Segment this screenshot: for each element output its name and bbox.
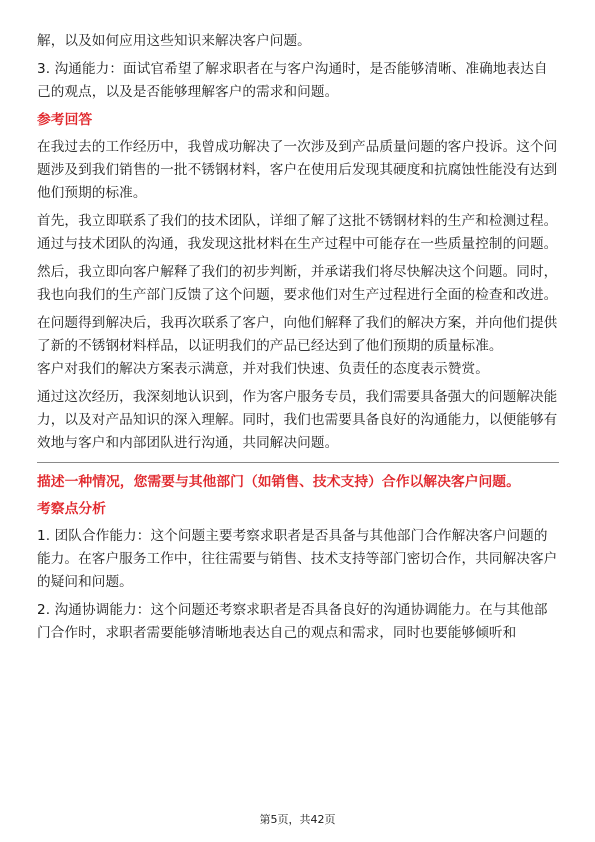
answer-paragraph: 客户对我们的解决方案表示满意，并对我们快速、负责任的态度表示赞赏。 (37, 361, 489, 377)
document-page (37, 30, 559, 650)
analysis-heading: 考察点分析 (37, 501, 106, 517)
answer-paragraph: 通过这次经历，我深刻地认识到，作为客户服务专员，我们需要具备强大的问题解决能力，以及对产品知识的深入理解。同时，我们也需要具备良好的沟通能力，以便能够有效地与客户和内部团队进行沟通，共同解决问题。 (37, 389, 558, 451)
answer-paragraph: 然后，我立即向客户解释了我们的初步判断，并承诺我们将尽快解决这个问题。同时，我也向我们的生产部门反馈了这个问题，要求他们对生产过程进行全面的检查和改进。 (37, 264, 558, 303)
analysis-point-2: 2. 沟通协调能力：这个问题还考察求职者是否具备良好的沟通协调能力。在与其他部门合作时，求职者需要能够清晰地表达自己的观点和需求，同时也要能够倾听和 (37, 602, 548, 641)
reference-answer-heading: 参考回答 (37, 112, 93, 128)
analysis-point-3: 3. 沟通能力：面试官希望了解求职者在与客户沟通时，是否能够清晰、准确地表达自己的观点，以及是否能够理解客户的需求和问题。 (37, 61, 548, 100)
interview-question: 描述一种情况，您需要与其他部门（如销售、技术支持）合作以解决客户问题。 (37, 474, 520, 490)
page-number-footer: 第5页，共42页 (259, 813, 336, 826)
answer-paragraph: 首先，我立即联系了我们的技术团队，详细了解了这批不锈钢材料的生产和检测过程。通过与技术团队的沟通，我发现这批材料在生产过程中可能存在一些质量控制的问题。 (37, 213, 558, 252)
answer-paragraph: 在我过去的工作经历中，我曾成功解决了一次涉及到产品质量问题的客户投诉。这个问题涉及到我们销售的一批不锈钢材料，客户在使用后发现其硬度和抗腐蚀性能没有达到他们预期的标准。 (37, 139, 558, 201)
analysis-point-1: 1. 团队合作能力：这个问题主要考察求职者是否具备与其他部门合作解决客户问题的能力。在客户服务工作中，往往需要与销售、技术支持等部门密切合作，共同解决客户的疑问和问题。 (37, 528, 558, 590)
section-divider (37, 462, 559, 463)
answer-paragraph: 在问题得到解决后，我再次联系了客户，向他们解释了我们的解决方案，并向他们提供了新的不锈钢材料样品，以证明我们的产品已经达到了他们预期的质量标准。 (37, 315, 558, 354)
paragraph-continuation: 解，以及如何应用这些知识来解决客户问题。 (37, 33, 311, 49)
